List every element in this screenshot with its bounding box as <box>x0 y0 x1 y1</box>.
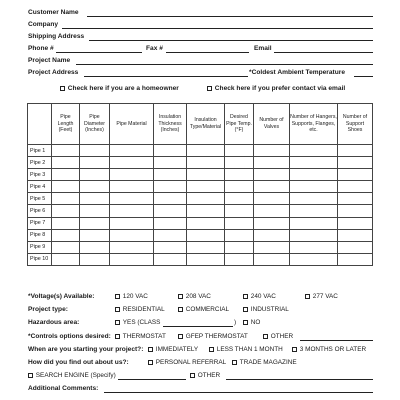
row-label: Pipe 6 <box>28 205 52 217</box>
checkbox-icon <box>178 294 183 299</box>
table-cell[interactable] <box>290 193 338 205</box>
project-type-option[interactable]: INDUSTRIAL <box>243 306 289 313</box>
table-cell[interactable] <box>290 205 338 217</box>
row-label: Pipe 1 <box>28 145 52 157</box>
table-cell[interactable] <box>338 253 373 265</box>
table-row <box>28 217 373 229</box>
voltage-option[interactable]: 208 VAC <box>178 293 211 300</box>
checkbox-icon <box>178 307 183 312</box>
table-cell[interactable] <box>154 193 187 205</box>
project-name-label: Project Name <box>28 57 71 64</box>
start-option[interactable]: LESS THAN 1 MONTH <box>209 346 283 353</box>
hazardous-label: Hazardous area: <box>28 319 80 326</box>
checkbox-icon <box>115 307 120 312</box>
checkbox-icon <box>178 334 183 339</box>
checkbox-icon <box>115 294 120 299</box>
hazardous-close-paren: ) <box>234 319 237 326</box>
checkbox-icon <box>28 373 33 378</box>
fax-label: Fax # <box>146 45 163 52</box>
table-cell[interactable] <box>154 181 187 193</box>
table-header-row <box>28 104 373 145</box>
customer-name-field[interactable] <box>87 16 373 17</box>
table-cell[interactable] <box>254 253 290 265</box>
table-cell[interactable] <box>187 241 225 253</box>
row-label: Pipe 5 <box>28 193 52 205</box>
table-cell[interactable] <box>254 181 290 193</box>
table-cell[interactable] <box>52 169 80 181</box>
table-cell[interactable] <box>110 181 154 193</box>
email-label: Email <box>254 45 272 52</box>
email-field[interactable] <box>274 52 373 53</box>
table-cell[interactable] <box>290 181 338 193</box>
table-cell[interactable] <box>154 217 187 229</box>
table-cell[interactable] <box>290 229 338 241</box>
fax-field[interactable] <box>166 52 249 53</box>
table-cell[interactable] <box>338 205 373 217</box>
found-option[interactable]: PERSONAL REFERRAL <box>148 359 226 366</box>
project-name-field[interactable] <box>76 64 373 65</box>
voltage-option[interactable]: 277 VAC <box>305 293 338 300</box>
checkbox-icon <box>232 360 237 365</box>
table-cell[interactable] <box>338 217 373 229</box>
row-label: Pipe 10 <box>28 253 52 265</box>
table-cell[interactable] <box>110 217 154 229</box>
row-label: Pipe 9 <box>28 241 52 253</box>
homeowner-label: Check here if you are a homeowner <box>67 85 179 92</box>
row-label: Pipe 8 <box>28 229 52 241</box>
table-cell[interactable] <box>290 157 338 169</box>
table-cell[interactable] <box>338 241 373 253</box>
table-cell[interactable] <box>290 241 338 253</box>
checkbox-icon <box>190 373 195 378</box>
hazardous-no-option[interactable]: NO <box>243 319 260 326</box>
table-cell[interactable] <box>254 169 290 181</box>
table-cell[interactable] <box>290 169 338 181</box>
checkbox-icon <box>305 294 310 299</box>
found-other-option[interactable]: OTHER <box>190 372 220 379</box>
checkbox-icon <box>148 347 153 352</box>
project-address-field[interactable] <box>84 76 248 77</box>
checkbox-icon <box>60 86 65 91</box>
table-cell[interactable] <box>110 241 154 253</box>
column-header: Number of Hangers, Supports, Flanges, etc. <box>290 104 338 145</box>
table-cell[interactable] <box>290 217 338 229</box>
column-header: Pipe Diameter (Inches) <box>80 104 110 145</box>
column-header: Pipe Material <box>110 104 154 145</box>
voltage-option[interactable]: 240 VAC <box>243 293 276 300</box>
row-label: Pipe 3 <box>28 169 52 181</box>
table-cell[interactable] <box>187 181 225 193</box>
table-cell[interactable] <box>187 193 225 205</box>
table-cell[interactable] <box>154 229 187 241</box>
coldest-ambient-label: *Coldest Ambient Temperature <box>249 69 345 76</box>
table-row <box>28 169 373 181</box>
column-header: Number of Valves <box>254 104 290 145</box>
table-cell[interactable] <box>110 169 154 181</box>
table-cell[interactable] <box>80 169 110 181</box>
comments-field[interactable] <box>104 392 373 393</box>
table-cell[interactable] <box>290 253 338 265</box>
checkbox-icon <box>292 347 297 352</box>
found-option[interactable]: TRADE MAGAZINE <box>232 359 297 366</box>
table-cell[interactable] <box>187 145 225 157</box>
table-cell[interactable] <box>187 169 225 181</box>
column-header: Pipe Length (Feet) <box>52 104 80 145</box>
project-address-label: Project Address <box>28 69 79 76</box>
table-cell[interactable] <box>187 157 225 169</box>
shipping-address-label: Shipping Address <box>28 33 85 40</box>
phone-field[interactable] <box>56 52 142 53</box>
table-cell[interactable] <box>80 217 110 229</box>
table-cell[interactable] <box>187 229 225 241</box>
controls-option[interactable]: THERMOSTAT <box>115 333 166 340</box>
pipe-table <box>27 103 373 266</box>
row-label: Pipe 4 <box>28 181 52 193</box>
checkbox-icon <box>148 360 153 365</box>
start-option[interactable]: IMMEDIATELY <box>148 346 198 353</box>
phone-label: Phone # <box>28 45 54 52</box>
table-cell[interactable] <box>187 217 225 229</box>
email-contact-label: Check here if you prefer contact via email <box>214 85 346 92</box>
table-cell[interactable] <box>338 145 373 157</box>
column-header: Desired Pipe Temp. (°F) <box>225 104 254 145</box>
table-cell[interactable] <box>225 181 254 193</box>
shipping-address-field[interactable] <box>89 40 373 41</box>
table-cell[interactable] <box>52 205 80 217</box>
checkbox-icon <box>263 334 268 339</box>
checkbox-icon <box>115 334 120 339</box>
table-cell[interactable] <box>290 145 338 157</box>
homeowner-checkbox[interactable] <box>60 85 179 92</box>
table-cell[interactable] <box>225 193 254 205</box>
controls-option[interactable]: OTHER <box>263 333 293 340</box>
table-row <box>28 253 373 265</box>
table-row <box>28 157 373 169</box>
table-cell[interactable] <box>338 169 373 181</box>
voltage-label: *Voltage(s) Available: <box>28 293 95 300</box>
table-cell[interactable] <box>80 253 110 265</box>
table-cell[interactable] <box>338 181 373 193</box>
table-cell[interactable] <box>338 229 373 241</box>
table-cell[interactable] <box>187 205 225 217</box>
checkbox-icon <box>243 294 248 299</box>
table-cell[interactable] <box>187 253 225 265</box>
column-header <box>28 104 52 145</box>
table-cell[interactable] <box>52 145 80 157</box>
search-engine-field[interactable] <box>118 379 186 380</box>
table-cell[interactable] <box>225 145 254 157</box>
table-cell[interactable] <box>80 157 110 169</box>
table-cell[interactable] <box>225 157 254 169</box>
controls-option[interactable]: GFEP THERMOSTAT <box>178 333 248 340</box>
table-cell[interactable] <box>154 205 187 217</box>
row-label: Pipe 7 <box>28 217 52 229</box>
table-row <box>28 193 373 205</box>
checkbox-icon <box>243 320 248 325</box>
hazardous-yes-option[interactable]: YES (CLASS <box>115 319 160 326</box>
table-cell[interactable] <box>110 229 154 241</box>
table-cell[interactable] <box>254 229 290 241</box>
customer-name-label: Customer Name <box>28 9 79 16</box>
company-field[interactable] <box>62 28 373 29</box>
table-cell[interactable] <box>225 169 254 181</box>
checkbox-icon <box>209 347 214 352</box>
table-cell[interactable] <box>80 193 110 205</box>
table-cell[interactable] <box>338 193 373 205</box>
table-cell[interactable] <box>52 253 80 265</box>
comments-label: Additional Comments: <box>28 385 99 392</box>
table-cell[interactable] <box>338 157 373 169</box>
email-contact-checkbox[interactable] <box>207 85 345 92</box>
table-cell[interactable] <box>254 157 290 169</box>
checkbox-icon <box>115 320 120 325</box>
table-cell[interactable] <box>225 205 254 217</box>
table-cell[interactable] <box>52 181 80 193</box>
table-cell[interactable] <box>80 229 110 241</box>
table-cell[interactable] <box>225 241 254 253</box>
table-cell[interactable] <box>52 217 80 229</box>
table-row <box>28 145 373 157</box>
table-cell[interactable] <box>154 253 187 265</box>
table-cell[interactable] <box>254 193 290 205</box>
column-header: Insulation Thickness (Inches) <box>154 104 187 145</box>
project-type-label: Project type: <box>28 306 68 313</box>
voltage-option[interactable]: 120 VAC <box>115 293 148 300</box>
table-row <box>28 241 373 253</box>
table-cell[interactable] <box>225 217 254 229</box>
controls-other-field[interactable] <box>300 340 373 341</box>
checkbox-icon <box>243 307 248 312</box>
table-cell[interactable] <box>154 169 187 181</box>
column-header: Number of Support Shoes <box>338 104 373 145</box>
company-label: Company <box>28 21 59 28</box>
found-other-field[interactable] <box>226 379 373 380</box>
table-cell[interactable] <box>254 145 290 157</box>
table-cell[interactable] <box>52 157 80 169</box>
table-cell[interactable] <box>254 241 290 253</box>
table-cell[interactable] <box>110 205 154 217</box>
table-cell[interactable] <box>225 253 254 265</box>
table-cell[interactable] <box>52 241 80 253</box>
table-cell[interactable] <box>110 145 154 157</box>
table-cell[interactable] <box>52 229 80 241</box>
project-type-option[interactable]: RESIDENTIAL <box>115 306 165 313</box>
table-cell[interactable] <box>80 241 110 253</box>
table-cell[interactable] <box>225 229 254 241</box>
row-label: Pipe 2 <box>28 157 52 169</box>
table-cell[interactable] <box>254 217 290 229</box>
controls-label: *Controls options desired: <box>28 333 111 340</box>
table-cell[interactable] <box>80 181 110 193</box>
start-label: When are you starting your project?: <box>28 346 144 353</box>
table-cell[interactable] <box>154 157 187 169</box>
table-cell[interactable] <box>110 193 154 205</box>
found-label: How did you find out about us?: <box>28 359 129 366</box>
table-cell[interactable] <box>80 205 110 217</box>
coldest-ambient-field[interactable] <box>354 76 373 77</box>
table-row <box>28 205 373 217</box>
table-cell[interactable] <box>52 193 80 205</box>
table-row <box>28 181 373 193</box>
table-cell[interactable] <box>80 145 110 157</box>
project-type-option[interactable]: COMMERCIAL <box>178 306 229 313</box>
hazardous-class-field[interactable] <box>163 326 233 327</box>
table-row <box>28 229 373 241</box>
table-cell[interactable] <box>110 157 154 169</box>
checkbox-icon <box>207 86 212 91</box>
table-cell[interactable] <box>154 241 187 253</box>
table-cell[interactable] <box>254 205 290 217</box>
start-option[interactable]: 3 MONTHS OR LATER <box>292 346 366 353</box>
search-engine-option[interactable]: SEARCH ENGINE (Specify) <box>28 372 116 379</box>
column-header: Insulation Type/Material <box>187 104 225 145</box>
table-cell[interactable] <box>110 253 154 265</box>
table-cell[interactable] <box>154 145 187 157</box>
